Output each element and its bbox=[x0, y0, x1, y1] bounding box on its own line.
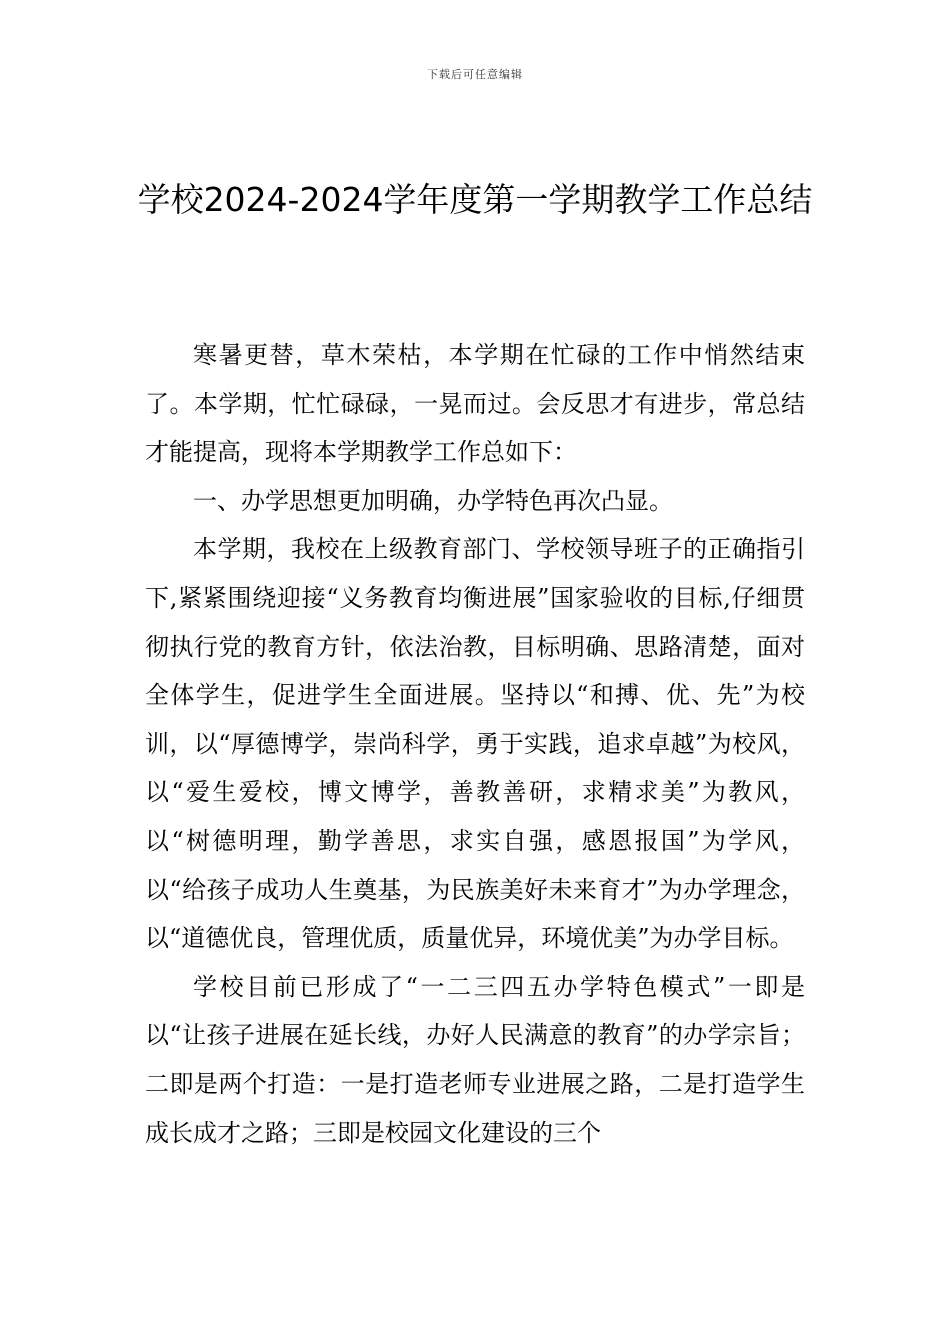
document-title: 学校2024-2024学年度第一学期教学工作总结 bbox=[137, 180, 813, 219]
document-body bbox=[145, 331, 805, 1157]
paragraph: 学校目前已形成了“一二三四五办学特色模式”一即是以“让孩子进展在延长线，办好人民满意的教育”的办学宗旨；二即是两个打造：一是打造老师专业进展之路，二是打造学生成长成才之路；三即是校园文化建设的三个 bbox=[145, 972, 805, 1147]
paragraph: 本学期，我校在上级教育部门、学校领导班子的正确指引下,紧紧围绕迎接“义务教育均衡进展”国家验收的目标,仔细贯彻执行党的教育方针，依法治教，目标明确、思路清楚，面对全体学生，促进学生全面进展。坚持以“和搏、优、先”为校训，以“厚德博学，崇尚科学，勇于实践，追求卓越”为校风，以“爱生爱校，博文博学，善教善研，求精求美”为教风，以“树德明理，勤学善思，求实自强，感恩报国”为学风，以“给孩子成功人生奠基，为民族美好未来育才”为办学理念，以“道德优良，管理优质，质量优异，环境优美”为办学目标。 bbox=[145, 535, 805, 953]
page-header-note: 下载后可任意编辑 bbox=[427, 68, 523, 81]
paragraph: 寒暑更替，草木荣枯，本学期在忙碌的工作中悄然结束了。本学期，忙忙碌碌，一晃而过。会反思才有进步，常总结才能提高，现将本学期教学工作总如下： bbox=[145, 341, 805, 467]
paragraph: 一、办学思想更加明确，办学特色再次凸显。 bbox=[193, 486, 673, 515]
